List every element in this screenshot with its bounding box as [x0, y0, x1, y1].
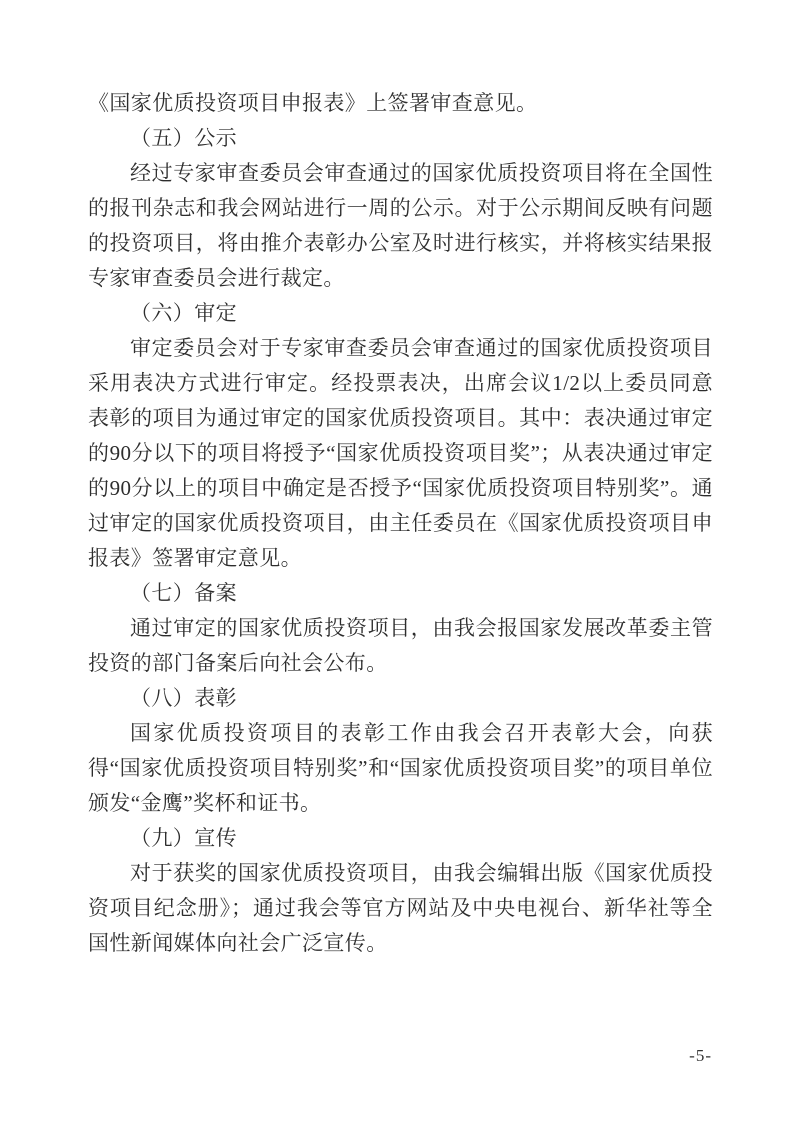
document-body	[88, 86, 713, 961]
paragraph-biaozhang: 国家优质投资项目的表彰工作由我会召开表彰大会，向获得“国家优质投资项目特别奖”和“国家优质投资项目奖”的项目单位颁发“金鹰”奖杯和证书。	[88, 721, 713, 815]
section-heading-9-xuanchuan: （九）宣传	[130, 826, 237, 850]
paragraph-xuanchuan: 对于获奖的国家优质投资项目，由我会编辑出版《国家优质投资项目纪念册》；通过我会等官方网站及中央电视台、新华社等全国性新闻媒体向社会广泛宣传。	[88, 861, 713, 955]
paragraph-gongshi: 经过专家审查委员会审查通过的国家优质投资项目将在全国性的报刊杂志和我会网站进行一周的公示。对于公示期间反映有问题的投资项目，将由推介表彰办公室及时进行核实，并将核实结果报专家审查委员会进行裁定。	[88, 161, 713, 290]
section-heading-5-gongshi: （五）公示	[130, 126, 237, 150]
page-number: -5-	[689, 1046, 712, 1065]
paragraph-beian: 通过审定的国家优质投资项目，由我会报国家发展改革委主管投资的部门备案后向社会公布。	[88, 616, 713, 675]
paragraph-continuation: 《国家优质投资项目申报表》上签署审查意见。	[88, 91, 538, 115]
section-heading-6-shending: （六）审定	[130, 301, 237, 325]
section-heading-7-beian: （七）备案	[130, 581, 237, 605]
section-heading-8-biaozhang: （八）表彰	[130, 686, 237, 710]
paragraph-shending: 审定委员会对于专家审查委员会审查通过的国家优质投资项目采用表决方式进行审定。经投票表决，出席会议1/2以上委员同意表彰的项目为通过审定的国家优质投资项目。其中：表决通过审定的90分以下的项目将授予“国家优质投资项目奖”；从表决通过审定的90分以上的项目中确定是否授予“国家优质投资项目特别奖”。通过审定的国家优质投资项目，由主任委员在《国家优质投资项目申报表》签署审定意见。	[88, 336, 713, 570]
